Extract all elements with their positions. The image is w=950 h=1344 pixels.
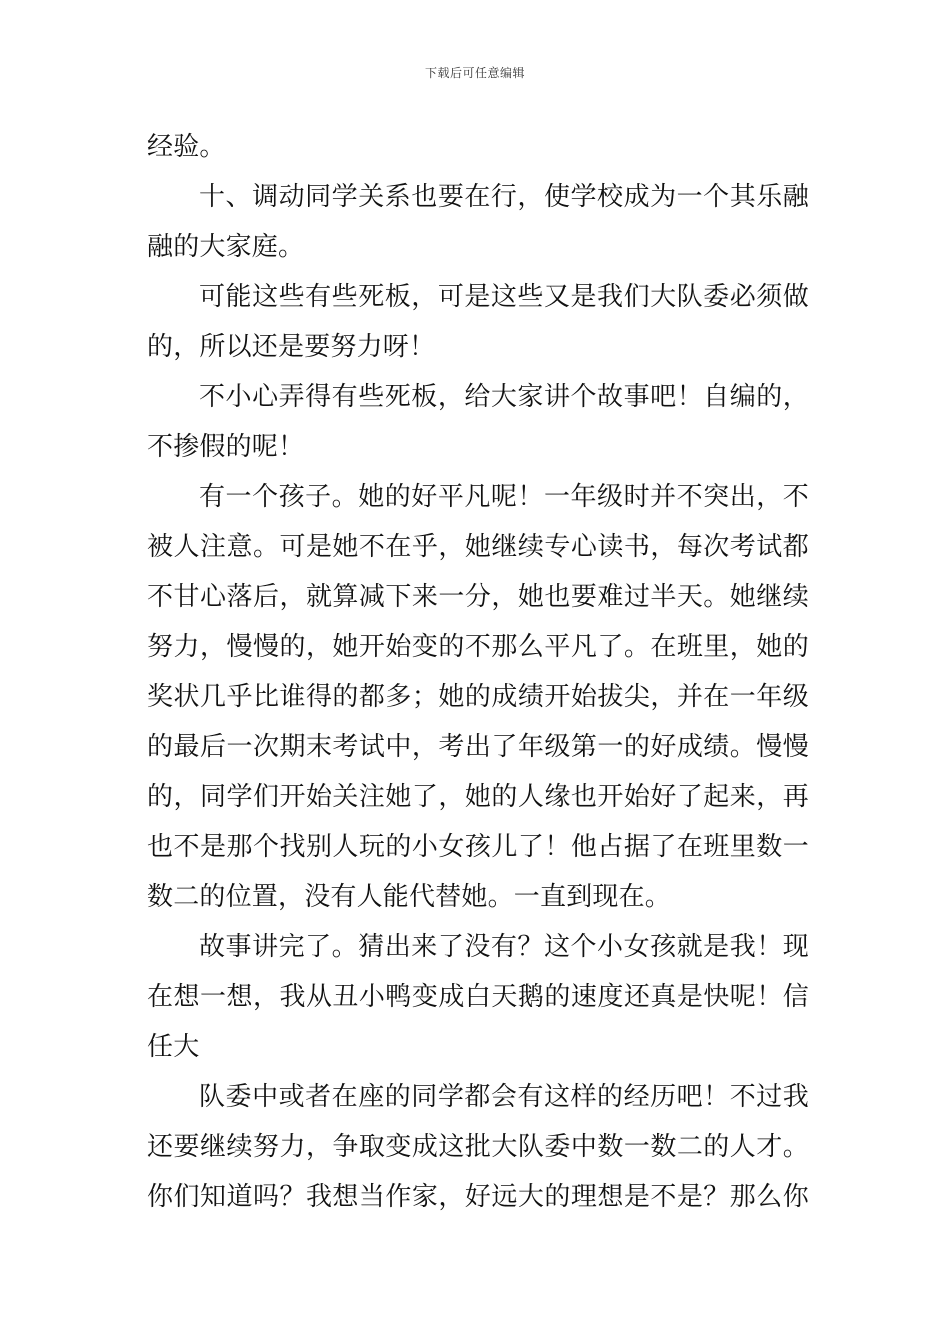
text-line: 奖状几乎比谁得的都多；她的成绩开始拔尖，并在一年级 <box>147 682 809 712</box>
text-line: 不掺假的呢！ <box>147 432 305 462</box>
text-line: 也不是那个找别人玩的小女孩儿了！他占据了在班里数一 <box>147 832 809 862</box>
text-line: 融的大家庭。 <box>147 232 305 262</box>
text-line: 可能这些有些死板，可是这些又是我们大队委必须做 <box>199 282 809 312</box>
text-line: 不甘心落后，就算减下来一分，她也要难过半天。她继续 <box>147 582 809 612</box>
text-line: 经验。 <box>147 132 226 162</box>
text-line: 被人注意。可是她不在乎，她继续专心读书，每次考试都 <box>147 532 809 562</box>
text-line: 队委中或者在座的同学都会有这样的经历吧！不过我 <box>199 1082 809 1112</box>
text-line: 十、调动同学关系也要在行，使学校成为一个其乐融 <box>199 182 809 212</box>
page-header: 下载后可任意编辑 <box>424 66 525 80</box>
text-line: 任大 <box>147 1032 200 1062</box>
text-line: 的，同学们开始关注她了，她的人缘也开始好了起来，再 <box>147 782 809 812</box>
body-text <box>147 122 809 1222</box>
text-line: 还要继续努力，争取变成这批大队委中数一数二的人才。 <box>147 1132 809 1162</box>
text-line: 努力，慢慢的，她开始变的不那么平凡了。在班里，她的 <box>147 632 809 662</box>
text-line: 你们知道吗？我想当作家，好远大的理想是不是？那么你 <box>147 1182 809 1212</box>
text-line: 不小心弄得有些死板，给大家讲个故事吧！自编的， <box>199 382 809 412</box>
text-line: 的最后一次期末考试中，考出了年级第一的好成绩。慢慢 <box>147 732 809 762</box>
text-line: 数二的位置，没有人能代替她。一直到现在。 <box>147 882 672 912</box>
text-line: 有一个孩子。她的好平凡呢！一年级时并不突出，不 <box>199 482 809 512</box>
text-line: 在想一想，我从丑小鸭变成白天鹅的速度还真是快呢！信 <box>147 982 809 1012</box>
text-line: 的，所以还是要努力呀！ <box>147 332 436 362</box>
text-line: 故事讲完了。猜出来了没有？这个小女孩就是我！现 <box>199 932 809 962</box>
